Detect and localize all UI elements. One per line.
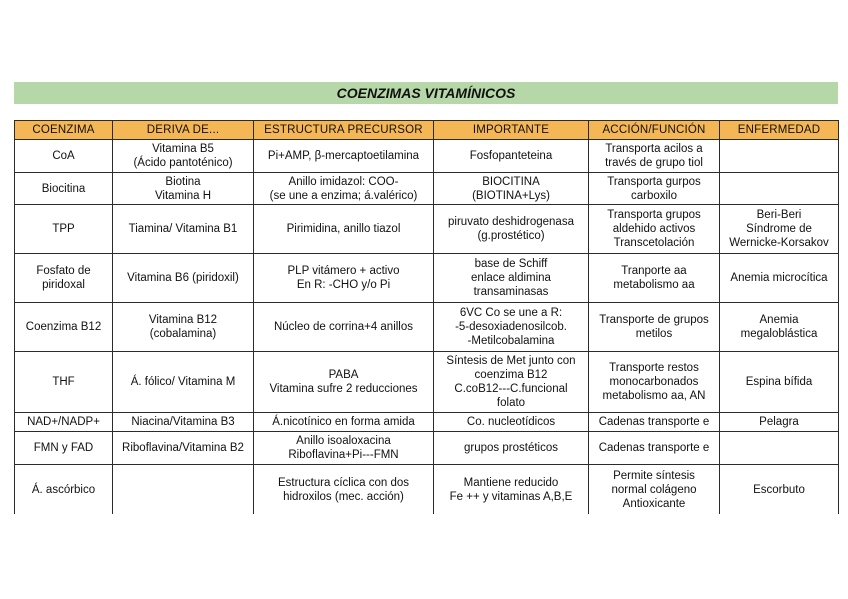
importante-cell: base de Schiff enlace aldimina transaminasas <box>434 254 589 303</box>
estructura-precursor-cell: Pi+AMP, β-mercaptoetilamina <box>254 140 434 173</box>
importante-cell: Mantiene reducido Fe ++ y vitaminas A,B,E <box>434 465 589 514</box>
deriva-de-cell: Riboflavina/Vitamina B2 <box>113 432 254 465</box>
header-coenzima: COENZIMA <box>15 121 113 140</box>
header-estructura-precursor: ESTRUCTURA PRECURSOR <box>254 121 434 140</box>
importante-cell: piruvato deshidrogenasa (g.prostético) <box>434 205 589 254</box>
header-enfermedad: ENFERMEDAD <box>720 121 839 140</box>
coenzima-cell: Biocitina <box>15 173 113 205</box>
estructura-precursor-cell: Anillo imidazol: COO- (se une a enzima; á.valérico) <box>254 173 434 205</box>
coenzima-cell: Fosfato de piridoxal <box>15 254 113 303</box>
coenzima-cell: Coenzima B12 <box>15 303 113 352</box>
coenzima-cell: NAD+/NADP+ <box>15 413 113 432</box>
importante-cell: Co. nucleotídicos <box>434 413 589 432</box>
deriva-de-cell <box>113 465 254 514</box>
deriva-de-cell: Vitamina B5 (Ácido pantoténico) <box>113 140 254 173</box>
estructura-precursor-cell: PABA Vitamina sufre 2 reducciones <box>254 352 434 413</box>
coenzima-cell: FMN y FAD <box>15 432 113 465</box>
coenzima-cell: TPP <box>15 205 113 254</box>
header-accion-funcion: ACCIÓN/FUNCIÓN <box>589 121 720 140</box>
importante-cell: grupos prostéticos <box>434 432 589 465</box>
deriva-de-cell: Tiamina/ Vitamina B1 <box>113 205 254 254</box>
coenzima-cell: Á. ascórbico <box>15 465 113 514</box>
accion-funcion-cell: Transporta grupos aldehido activos Transcetolación <box>589 205 720 254</box>
importante-cell: Síntesis de Met junto con coenzima B12 C.coB12---C.funcional folato <box>434 352 589 413</box>
accion-funcion-cell: Cadenas transporte e <box>589 413 720 432</box>
document-title: COENZIMAS VITAMÍNICOS <box>14 82 838 104</box>
accion-funcion-cell: Transporte restos monocarbonados metabolismo aa, AN <box>589 352 720 413</box>
importante-cell: 6VC Co se une a R: -5-desoxiadenosilcob. -Metilcobalamina <box>434 303 589 352</box>
estructura-precursor-cell: Pirimidina, anillo tiazol <box>254 205 434 254</box>
coenzima-cell: THF <box>15 352 113 413</box>
accion-funcion-cell: Cadenas transporte e <box>589 432 720 465</box>
accion-funcion-cell: Transporte de grupos metilos <box>589 303 720 352</box>
deriva-de-cell: Niacina/Vitamina B3 <box>113 413 254 432</box>
header-importante: IMPORTANTE <box>434 121 589 140</box>
header-deriva-de: DERIVA DE... <box>113 121 254 140</box>
deriva-de-cell: Vitamina B6 (piridoxil) <box>113 254 254 303</box>
deriva-de-cell: Vitamina B12 (cobalamina) <box>113 303 254 352</box>
enfermedad-cell <box>720 432 839 465</box>
enfermedad-cell: Anemia microcítica <box>720 254 839 303</box>
estructura-precursor-cell: Núcleo de corrina+4 anillos <box>254 303 434 352</box>
importante-cell: Fosfopanteteina <box>434 140 589 173</box>
deriva-de-cell: Biotina Vitamina H <box>113 173 254 205</box>
estructura-precursor-cell: PLP vitámero + activo En R: -CHO y/o Pi <box>254 254 434 303</box>
enfermedad-cell: Pelagra <box>720 413 839 432</box>
estructura-precursor-cell: Á.nicotínico en forma amida <box>254 413 434 432</box>
estructura-precursor-cell: Anillo isoaloxacina Riboflavina+Pi---FMN <box>254 432 434 465</box>
enfermedad-cell: Anemia megaloblástica <box>720 303 839 352</box>
coenzimas-table <box>14 120 839 514</box>
coenzima-cell: CoA <box>15 140 113 173</box>
estructura-precursor-cell: Estructura cíclica con dos hidroxilos (mec. acción) <box>254 465 434 514</box>
accion-funcion-cell: Tranporte aa metabolismo aa <box>589 254 720 303</box>
enfermedad-cell: Espina bífida <box>720 352 839 413</box>
accion-funcion-cell: Transporta acilos a través de grupo tiol <box>589 140 720 173</box>
deriva-de-cell: Á. fólico/ Vitamina M <box>113 352 254 413</box>
enfermedad-cell: Beri-Beri Síndrome de Wernicke-Korsakov <box>720 205 839 254</box>
enfermedad-cell <box>720 173 839 205</box>
enfermedad-cell: Escorbuto <box>720 465 839 514</box>
enfermedad-cell <box>720 140 839 173</box>
accion-funcion-cell: Transporta gurpos carboxilo <box>589 173 720 205</box>
accion-funcion-cell: Permite síntesis normal colágeno Antioxicante <box>589 465 720 514</box>
importante-cell: BIOCITINA (BIOTINA+Lys) <box>434 173 589 205</box>
